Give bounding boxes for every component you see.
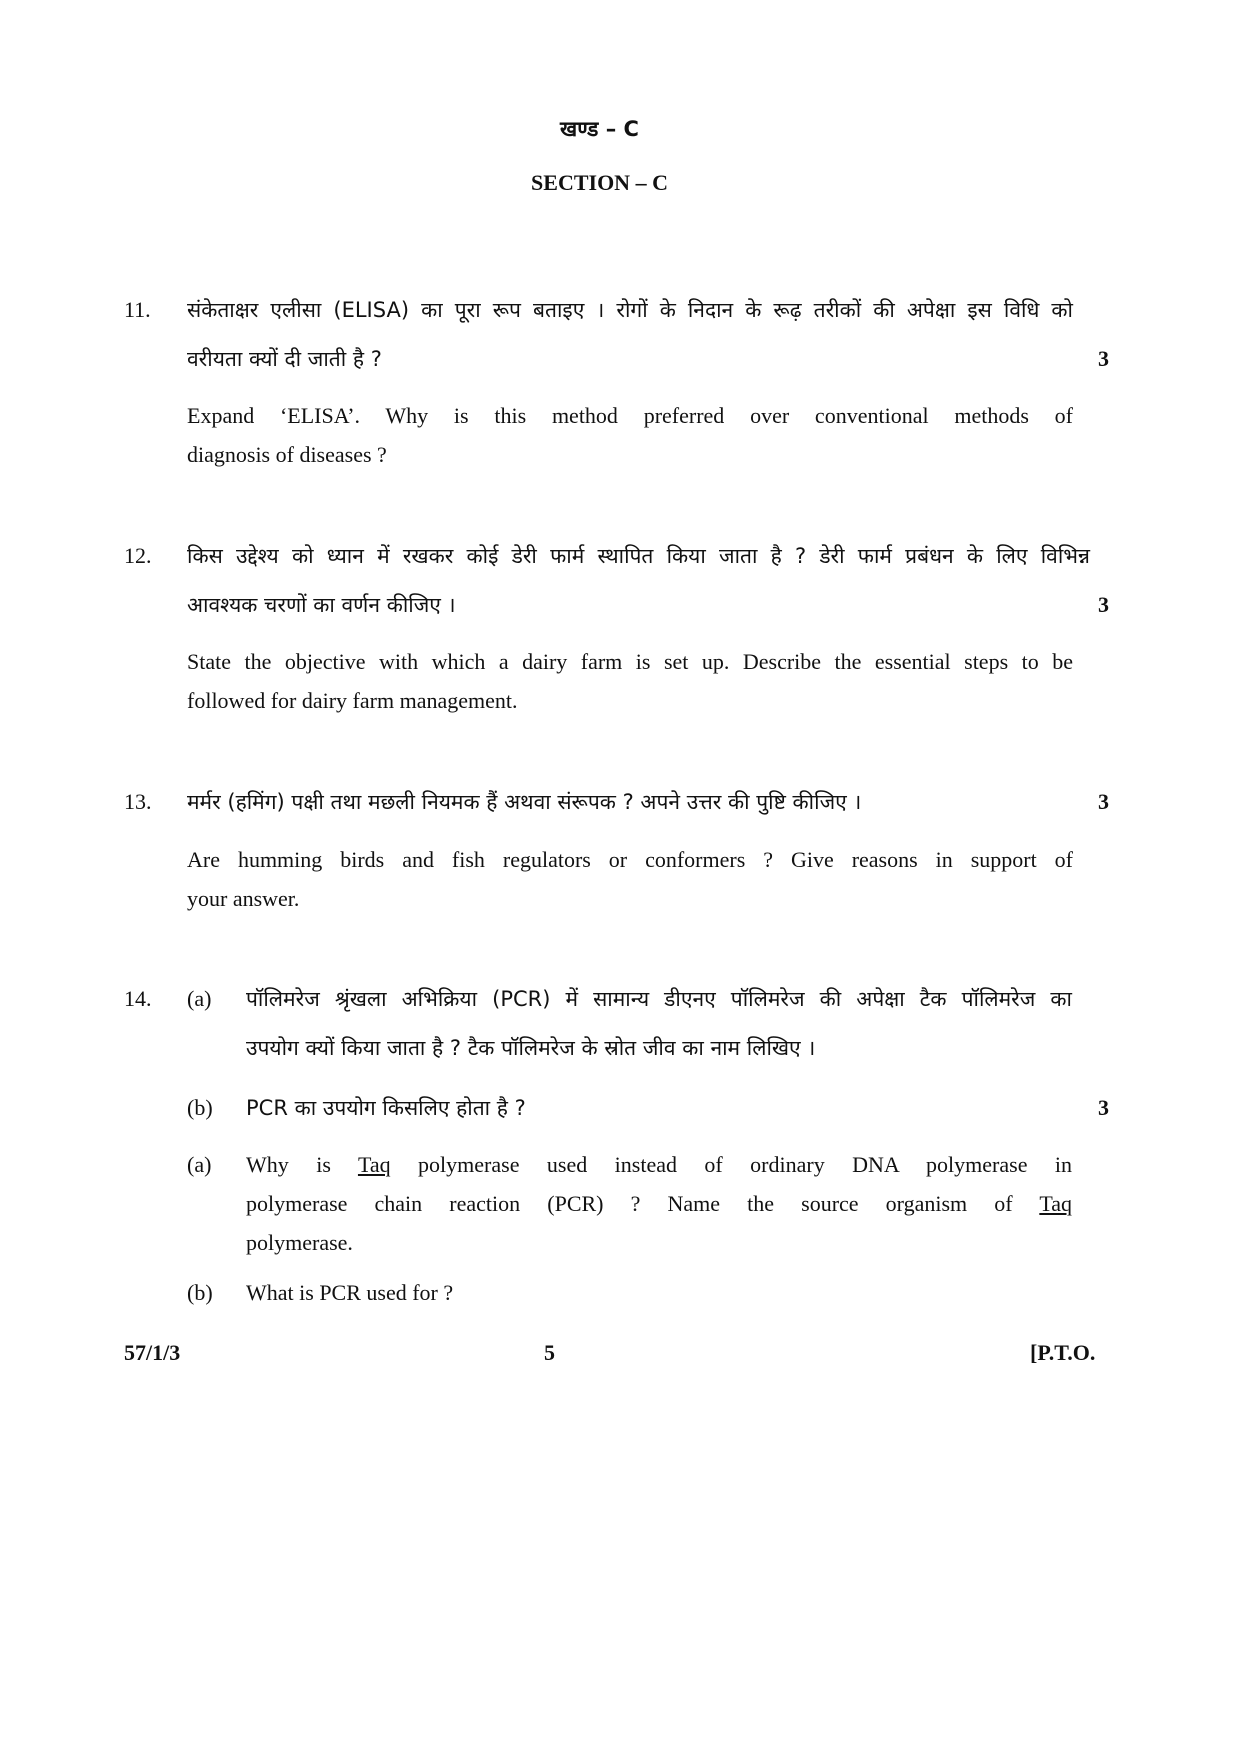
marks: 3 [1098, 789, 1109, 814]
part-b-english-line: What is PCR used for ? [246, 1280, 454, 1305]
question-number: 14. [124, 986, 152, 1011]
question-hindi-line: मर्मर (हमिंग) पक्षी तथा मछली नियमक हैं अथवा संरूपक ? अपने उत्तर की पुष्टि कीजिए । [187, 790, 862, 814]
question-number: 13. [124, 789, 152, 814]
part-a-english-line: polymerase. [246, 1230, 353, 1255]
marks: 3 [1098, 1095, 1109, 1120]
part-a-hindi-line: उपयोग क्यों किया जाता है ? टैक पॉलिमरेज के स्रोत जीव का नाम लिखिए । [246, 1036, 816, 1060]
question-hindi-line: आवश्यक चरणों का वर्णन कीजिए । [187, 593, 456, 617]
section-heading-hindi: खण्ड – C [560, 117, 639, 141]
question-number: 11. [124, 297, 151, 322]
taq-underlined: Taq [1039, 1191, 1072, 1216]
part-b-hindi-line: PCR का उपयोग किसलिए होता है ? [246, 1096, 526, 1120]
part-a-hindi-line: पॉलिमरेज श्रृंखला अभिक्रिया (PCR) में सामान्य डीएनए पॉलिमरेज की अपेक्षा टैक पॉलिमरेज का [246, 987, 1072, 1011]
part-label: (a) [187, 986, 212, 1011]
question-english-line: followed for dairy farm management. [187, 688, 518, 713]
part-label: (b) [187, 1095, 213, 1120]
section-heading-english: SECTION – C [531, 170, 668, 195]
part-label: (a) [187, 1152, 212, 1177]
marks: 3 [1098, 592, 1109, 617]
question-number: 12. [124, 543, 152, 568]
marks: 3 [1098, 346, 1109, 371]
part-a-english-line: Why is Taq polymerase used instead of ordinary DNA polymerase in [246, 1152, 1073, 1177]
question-hindi-line: किस उद्देश्य को ध्यान में रखकर कोई डेरी फार्म स्थापित किया जाता है ? डेरी फार्म प्रबंधन के लिए विभिन्न [187, 544, 1090, 568]
question-english-line: diagnosis of diseases ? [187, 442, 387, 467]
question-english-line: Are humming birds and fish regulators or conformers ? Give reasons in support of [187, 847, 1073, 872]
taq-underlined: Taq [357, 1152, 391, 1177]
part-a-english-line: polymerase chain reaction (PCR) ? Name the source organism of Taq [246, 1191, 1072, 1216]
page-number: 5 [544, 1340, 555, 1365]
question-hindi-line: वरीयता क्यों दी जाती है ? [187, 347, 382, 371]
question-english-line: Expand ‘ELISA’. Why is this method preferred over conventional methods of [187, 403, 1073, 428]
pto-label: [P.T.O. [1030, 1340, 1096, 1365]
part-label: (b) [187, 1280, 213, 1305]
question-hindi-line: संकेताक्षर एलीसा (ELISA) का पूरा रूप बताइए । रोगों के निदान के रूढ़ तरीकों की अपेक्षा इस विधि को [187, 298, 1073, 322]
paper-code: 57/1/3 [124, 1340, 181, 1365]
question-english-line: your answer. [187, 886, 300, 911]
question-english-line: State the objective with which a dairy farm is set up. Describe the essential steps to be [187, 649, 1073, 674]
